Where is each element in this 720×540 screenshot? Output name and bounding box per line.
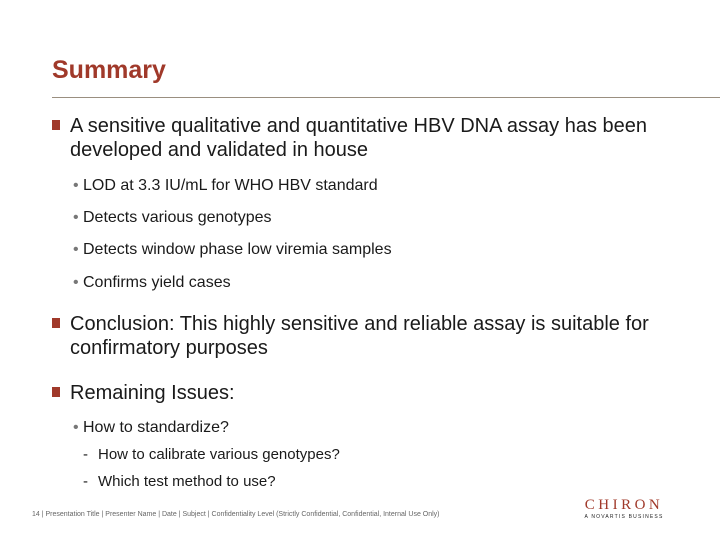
bullet-remaining-issues [52, 381, 682, 405]
title-divider [52, 97, 720, 98]
dot-bullet-icon: • [73, 177, 79, 194]
sub-bullet-text: Detects window phase low viremia samples [83, 241, 392, 258]
dot-bullet-icon: • [73, 209, 79, 226]
bullet-text: A sensitive qualitative and quantitative HBV DNA assay has been developed and validated in house [70, 115, 648, 161]
sub-sub-bullet-calibrate [83, 446, 643, 464]
sub-bullet-text: Detects various genotypes [83, 209, 272, 226]
sub-sub-bullet-text: Which test method to use? [98, 473, 276, 490]
logo-tagline: A NOVARTIS BUSINESS [584, 514, 664, 520]
square-bullet-icon [52, 120, 60, 130]
dot-bullet-icon: • [73, 419, 79, 436]
chiron-logo [578, 497, 670, 521]
sub-bullet-standardize [73, 418, 673, 438]
sub-sub-bullet-test-method [83, 473, 643, 491]
sub-bullet-genotypes [73, 208, 673, 228]
sub-bullet-text: Confirms yield cases [83, 274, 231, 291]
dot-bullet-icon: • [73, 241, 79, 258]
sub-bullet-lod [73, 176, 673, 196]
dash-bullet-icon: - [83, 473, 88, 490]
slide-title: Summary [52, 56, 166, 84]
bullet-assay [52, 114, 682, 162]
sub-bullet-text: How to standardize? [83, 419, 229, 436]
square-bullet-icon [52, 387, 60, 397]
sub-bullet-window-phase [73, 240, 673, 260]
logo-wordmark: CHIRON [584, 497, 664, 513]
sub-bullet-yield-cases [73, 273, 673, 293]
square-bullet-icon [52, 318, 60, 328]
bullet-text: Conclusion: This highly sensitive and reliable assay is suitable for confirmatory purposes [70, 313, 649, 359]
slide-footer: 14 | Presentation Title | Presenter Name | Date | Subject | Confidentiality Level (Strictly Confidential, Confidential, Internal Use Only) [32, 511, 440, 518]
bullet-text: Remaining Issues: [70, 382, 235, 404]
dot-bullet-icon: • [73, 274, 79, 291]
dash-bullet-icon: - [83, 446, 88, 463]
bullet-conclusion [52, 312, 682, 360]
sub-bullet-text: LOD at 3.3 IU/mL for WHO HBV standard [83, 177, 378, 194]
sub-sub-bullet-text: How to calibrate various genotypes? [98, 446, 340, 463]
